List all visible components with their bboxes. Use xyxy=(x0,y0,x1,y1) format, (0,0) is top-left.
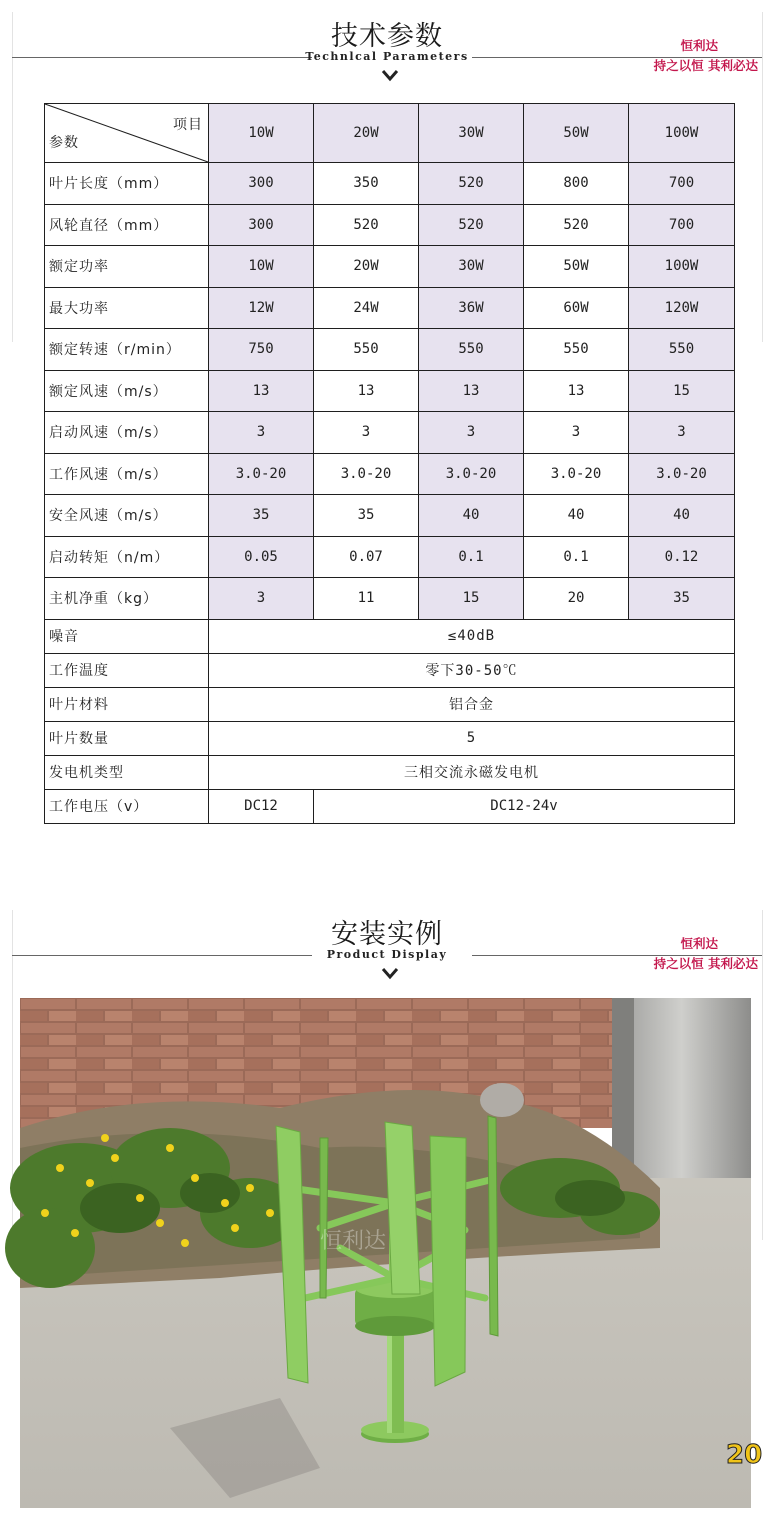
table-cell: 40 xyxy=(419,495,524,537)
table-cell: 3.0-20 xyxy=(419,453,524,495)
row-label: 最大功率 xyxy=(45,287,209,329)
table-row xyxy=(45,536,735,578)
row-label: 主机净重（kg） xyxy=(45,578,209,620)
table-row xyxy=(45,453,735,495)
table-row xyxy=(45,412,735,454)
table-cell: 零下30-50℃ xyxy=(209,653,735,687)
row-label: 叶片数量 xyxy=(45,721,209,755)
table-cell: 10W xyxy=(209,246,314,288)
column-header: 30W xyxy=(419,104,524,163)
table-row xyxy=(45,789,735,823)
table-cell: 20 xyxy=(524,578,629,620)
corner-label-items: 项目 xyxy=(173,117,203,133)
table-cell: 750 xyxy=(209,329,314,371)
table-cell: 40 xyxy=(629,495,735,537)
table-cell: 3 xyxy=(629,412,735,454)
table-cell: DC12-24v xyxy=(314,789,735,823)
chevron-down-icon xyxy=(381,966,399,980)
table-row xyxy=(45,204,735,246)
table-cell: 800 xyxy=(524,163,629,205)
table-cell: 3.0-20 xyxy=(629,453,735,495)
row-label: 叶片长度（mm） xyxy=(45,163,209,205)
table-cell: 铝合金 xyxy=(209,687,735,721)
table-cell: 550 xyxy=(629,329,735,371)
table-cell: 3 xyxy=(314,412,419,454)
table-cell: 520 xyxy=(524,204,629,246)
brand-slogan xyxy=(654,36,758,76)
table-row xyxy=(45,246,735,288)
table-cell: 12W xyxy=(209,287,314,329)
row-label: 风轮直径（mm） xyxy=(45,204,209,246)
corner-label-params: 参数 xyxy=(49,135,79,151)
table-cell: 3 xyxy=(419,412,524,454)
section-header-display xyxy=(12,908,762,986)
row-label: 启动转矩（n/m） xyxy=(45,536,209,578)
table-cell: 11 xyxy=(314,578,419,620)
table-cell: 13 xyxy=(419,370,524,412)
table-cell: 550 xyxy=(524,329,629,371)
table-cell: 300 xyxy=(209,163,314,205)
watermark: 恒利达 xyxy=(320,1229,387,1254)
table-corner-cell xyxy=(45,104,209,163)
table-row xyxy=(45,495,735,537)
table-cell: 300 xyxy=(209,204,314,246)
table-cell: 0.05 xyxy=(209,536,314,578)
table-cell: 60W xyxy=(524,287,629,329)
table-cell: 550 xyxy=(419,329,524,371)
section-header-parameters xyxy=(12,10,762,88)
table-cell: 20W xyxy=(314,246,419,288)
column-header: 100W xyxy=(629,104,735,163)
table-cell: 120W xyxy=(629,287,735,329)
wind-turbine-illustration xyxy=(20,998,763,1508)
chevron-down-icon xyxy=(381,68,399,82)
spec-table xyxy=(44,103,735,824)
table-cell: 100W xyxy=(629,246,735,288)
table-cell: 520 xyxy=(419,204,524,246)
table-cell: 3.0-20 xyxy=(209,453,314,495)
row-label: 发电机类型 xyxy=(45,755,209,789)
product-photo xyxy=(20,998,763,1508)
table-row xyxy=(45,370,735,412)
table-cell: 0.07 xyxy=(314,536,419,578)
table-row xyxy=(45,687,735,721)
table-cell: 3.0-20 xyxy=(524,453,629,495)
table-row xyxy=(45,163,735,205)
table-cell: 三相交流永磁发电机 xyxy=(209,755,735,789)
table-row xyxy=(45,721,735,755)
section-subtitle: Product Display xyxy=(326,948,448,961)
table-cell: 40 xyxy=(524,495,629,537)
brand-slogan xyxy=(654,934,758,974)
table-cell: 700 xyxy=(629,163,735,205)
table-row xyxy=(45,578,735,620)
table-cell: 24W xyxy=(314,287,419,329)
row-label: 安全风速（m/s） xyxy=(45,495,209,537)
column-header: 10W xyxy=(209,104,314,163)
table-cell: ≤40dB xyxy=(209,619,735,653)
row-label: 叶片材料 xyxy=(45,687,209,721)
table-cell: 520 xyxy=(314,204,419,246)
table-cell: 0.12 xyxy=(629,536,735,578)
table-cell: 0.1 xyxy=(419,536,524,578)
row-label: 工作温度 xyxy=(45,653,209,687)
table-cell: 350 xyxy=(314,163,419,205)
table-cell: 520 xyxy=(419,163,524,205)
table-cell: 13 xyxy=(314,370,419,412)
table-cell: 5 xyxy=(209,721,735,755)
table-cell: 550 xyxy=(314,329,419,371)
table-cell: DC12 xyxy=(209,789,314,823)
table-cell: 35 xyxy=(629,578,735,620)
brand-name: 恒利达 xyxy=(680,936,718,951)
brand-name: 恒利达 xyxy=(680,38,718,53)
row-label: 工作电压（v） xyxy=(45,789,209,823)
row-label: 额定转速（r/min） xyxy=(45,329,209,371)
table-cell: 3.0-20 xyxy=(314,453,419,495)
table-row xyxy=(45,329,735,371)
table-cell: 3 xyxy=(209,578,314,620)
row-label: 额定风速（m/s） xyxy=(45,370,209,412)
table-cell: 36W xyxy=(419,287,524,329)
table-cell: 0.1 xyxy=(524,536,629,578)
table-cell: 50W xyxy=(524,246,629,288)
table-cell: 35 xyxy=(314,495,419,537)
table-row xyxy=(45,619,735,653)
photo-date-stamp: 20 xyxy=(726,1440,763,1470)
table-cell: 13 xyxy=(209,370,314,412)
row-label: 工作风速（m/s） xyxy=(45,453,209,495)
table-cell: 35 xyxy=(209,495,314,537)
table-row xyxy=(45,287,735,329)
table-row xyxy=(45,755,735,789)
row-label: 启动风速（m/s） xyxy=(45,412,209,454)
row-label: 噪音 xyxy=(45,619,209,653)
table-cell: 15 xyxy=(419,578,524,620)
table-cell: 700 xyxy=(629,204,735,246)
row-label: 额定功率 xyxy=(45,246,209,288)
table-cell: 3 xyxy=(524,412,629,454)
table-cell: 3 xyxy=(209,412,314,454)
brand-tagline: 持之以恒 其利必达 xyxy=(653,956,758,971)
table-cell: 13 xyxy=(524,370,629,412)
table-cell: 15 xyxy=(629,370,735,412)
column-header: 50W xyxy=(524,104,629,163)
table-row xyxy=(45,653,735,687)
table-header-row xyxy=(45,104,735,163)
brand-tagline: 持之以恒 其利必达 xyxy=(653,58,758,73)
section-title: 技术参数 xyxy=(331,21,443,52)
section-subtitle: Technlcal Parameters xyxy=(305,50,469,63)
section-title: 安装实例 xyxy=(331,919,443,950)
table-cell: 30W xyxy=(419,246,524,288)
column-header: 20W xyxy=(314,104,419,163)
